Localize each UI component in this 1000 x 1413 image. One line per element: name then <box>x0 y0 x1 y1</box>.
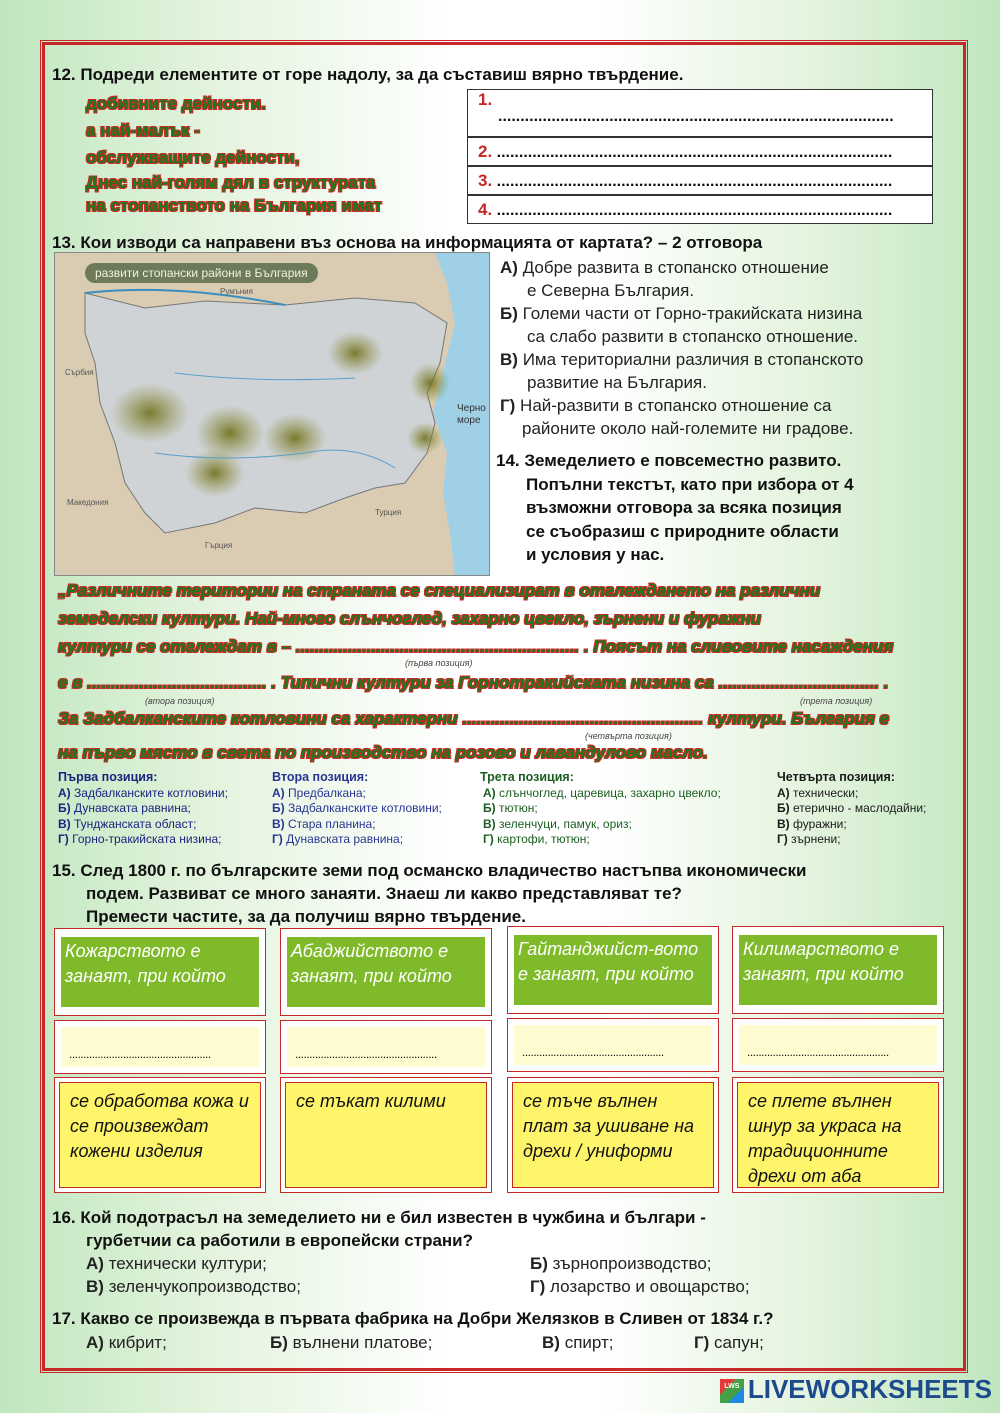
q13-answer-d[interactable]: Г) Най-развити в стопанско отношение са <box>500 396 832 415</box>
map-label-turkey: Турция <box>375 508 402 517</box>
q14-col1-opt[interactable]: Г) Горно-тракийската низина; <box>58 832 222 846</box>
craft-card-2: Абаджийството е занаят, при който <box>280 928 492 1016</box>
q14-text: „Различните територии на страната се специализират в отглеждането на различни земеделски култури. Най-много слънчоглед, захарно цвекло, зърнени и фуражни култури се отглеждат в – ............................................................ . Поясът на сливовите насаждения е в ...................................... . Типични култури за Горнотракийската низина са .................................. . За Задбалканските котловини са характерни ................................................... култури. България е на първо място в света по производство на розово и лавандулово масло. <box>58 577 938 773</box>
q14-options-col1: Първа позиция: А) Задбалканските котловини; Б) Дунавската равнина; В) Тунджанската област; Г) Горно-тракийската низина; <box>58 770 268 848</box>
sub-label-3: (трета позиция) <box>800 696 873 706</box>
q14-col3-opt[interactable]: Г) картофи, тютюн; <box>483 832 590 846</box>
map-label-macedonia: Македония <box>67 498 109 507</box>
q17-title: 17. Какво се произвежда в първата фабрика на Добри Желязков в Сливен от 1834 г.? <box>52 1309 774 1328</box>
q14-col1-opt[interactable]: А) Задбалканските котловини; <box>58 785 228 800</box>
q13-answer-a-line2: е Северна България. <box>527 281 695 300</box>
craft-card-1: Кожарството е занаят, при който <box>54 928 266 1016</box>
craft-card-4: Килимарството е занаят, при който <box>732 926 944 1014</box>
lws-badge-icon: LWS <box>720 1379 744 1403</box>
q13-title: 13. Кои изводи са направени въз основа на информацията от картата? – 2 отговора <box>52 233 763 252</box>
craft-card-3: Гайтанджийст-вото е занаят, при който <box>507 926 719 1014</box>
q14-title: 14. Земеделието е повсеместно развито. Попълни текстът, като при избора от 4 възможни отговора за всяка позиция се съобразиш с природните области и условия у нас. <box>496 451 854 564</box>
q14-options-col3: Трета позиция: А) слънчоглед, царевица, захарно цвекло; Б) тютюн; В) зеленчуци, памук, ориз; Г) картофи, тютюн; <box>480 770 770 848</box>
q16-option-c[interactable]: В) зеленчукопроизводство; <box>86 1277 301 1296</box>
map-title: развити стопански райони в България <box>85 263 318 283</box>
q15-title: 15. След 1800 г. по българските земи под османско владичество настъпва икономически подем. Развиват се много занаяти. Знаеш ли какво представляват те? Премести частите, за да получиш вярно твърдение. <box>52 861 807 926</box>
liveworksheets-logo: LWS LIVEWORKSHEETS <box>720 1374 992 1405</box>
map-label-greece: Гърция <box>205 541 233 550</box>
q14-col4-opt[interactable]: В) фуражни; <box>777 816 847 831</box>
definition-card-2[interactable]: се тъкат килими <box>280 1077 492 1193</box>
definition-card-1[interactable]: се обработва кожа и се произвеждат кожени изделия <box>54 1077 266 1193</box>
q13-answer-a[interactable]: А) Добре развита в стопанско отношение <box>500 258 829 277</box>
q14-col1-opt[interactable]: В) Тунджанската област; <box>58 816 197 831</box>
q16-option-a[interactable]: А) технически култури; <box>86 1254 267 1273</box>
bulgaria-map <box>54 252 490 576</box>
q17-option-a[interactable]: А) кибрит; <box>86 1333 167 1352</box>
q12-slot-1[interactable]: 1. ......................................................................................... <box>467 89 933 137</box>
map-label-sea: Черно море <box>457 403 486 426</box>
q14-blank-2-3[interactable]: е в ...................................... . Типични култури за Горнотракийската низина са .................................. . <box>58 673 889 692</box>
q12-slot-4[interactable]: 4. ......................................................................................... <box>467 195 933 224</box>
q14-col2-opt[interactable]: А) Предбалкана; <box>272 785 366 800</box>
q14-blank-1[interactable]: култури се отглеждат в – ............................................................ . Поясът на сливовите насаждения <box>58 637 894 656</box>
q14-options-col2: Втора позиция: А) Предбалкана; Б) Задбалканските котловини; В) Стара планина; Г) Дунавската равнина; <box>272 770 477 848</box>
q17-option-b[interactable]: Б) вълнени платове; <box>270 1333 433 1352</box>
q17-option-d[interactable]: Г) сапун; <box>694 1333 764 1352</box>
drop-zone-3[interactable]: .................................................. <box>507 1018 719 1072</box>
q14-col4-opt[interactable]: Б) етерично - маслодайни; <box>777 801 927 815</box>
q14-col4-opt[interactable]: Г) зърнени; <box>777 832 841 846</box>
q12-slot-3[interactable]: 3. ......................................................................................... <box>467 166 933 195</box>
q14-col2-opt[interactable]: Б) Задбалканските котловини; <box>272 801 442 815</box>
q14-col1-opt[interactable]: Б) Дунавската равнина; <box>58 801 191 815</box>
q14-col2-opt[interactable]: В) Стара планина; <box>272 816 376 831</box>
definition-card-3[interactable]: се тъче вълнен плат за ушиване на дрехи / униформи <box>507 1077 719 1193</box>
drop-zone-1[interactable]: .................................................. <box>54 1020 266 1074</box>
q14-col3-opt[interactable]: А) слънчоглед, царевица, захарно цвекло; <box>483 785 721 800</box>
q12-item[interactable]: а най-малък - <box>86 121 200 140</box>
drop-zone-4[interactable]: .................................................. <box>732 1018 944 1072</box>
q14-col3-opt[interactable]: Б) тютюн; <box>483 801 538 815</box>
q14-blank-4[interactable]: За Задбалканските котловини са характерни ................................................... култури. България е <box>58 709 890 728</box>
definition-card-4[interactable]: се плете вълнен шнур за украса на традиционните дрехи от аба <box>732 1077 944 1193</box>
q16-option-d[interactable]: Г) лозарство и овощарство; <box>530 1277 750 1296</box>
q13-answer-d-line2: районите около най-големите ни градове. <box>522 419 854 438</box>
q12-items <box>86 90 382 217</box>
q16-option-b[interactable]: Б) зърнопроизводство; <box>530 1254 712 1273</box>
q13-answer-b-line2: са слабо развити в стопанско отношение. <box>527 327 859 346</box>
map-graphic <box>55 253 490 576</box>
q16-title: 16. Кой подотрасъл на земеделието ни е бил известен в чужбина и българи - гурбетчии са работили в европейски страни? <box>52 1208 706 1250</box>
q12-item[interactable]: Днес най-голям дял в структурата <box>86 173 376 192</box>
q12-title: 12. Подреди елементите от горе надолу, за да съставиш вярно твърдение. <box>52 65 684 84</box>
q17-option-c[interactable]: В) спирт; <box>542 1333 614 1352</box>
q14-col2-opt[interactable]: Г) Дунавската равнина; <box>272 832 404 846</box>
sub-label-2: (втора позиция) <box>145 696 215 706</box>
map-label-romania: Румъния <box>220 287 253 296</box>
q14-col4-opt[interactable]: А) технически; <box>777 785 859 800</box>
q12-slot-2[interactable]: 2. ......................................................................................... <box>467 137 933 166</box>
q12-item[interactable]: добивните дейности. <box>86 94 266 113</box>
q13-answers <box>500 256 863 440</box>
q12-item[interactable]: обслужващите дейности, <box>86 148 300 167</box>
q14-col3-opt[interactable]: В) зеленчуци, памук, ориз; <box>483 816 632 831</box>
sub-label-1: (първа позиция) <box>405 658 473 668</box>
q13-answer-c-line2: развитие на България. <box>527 373 707 392</box>
q13-answer-c[interactable]: В) Има териториални различия в стопанското <box>500 350 864 369</box>
drop-zone-2[interactable]: .................................................. <box>280 1020 492 1074</box>
map-label-serbia: Сърбия <box>65 368 94 377</box>
q13-answer-b[interactable]: Б) Големи части от Горно-тракийската низина <box>500 304 863 323</box>
sub-label-4: (четвърта позиция) <box>585 731 672 741</box>
q12-item[interactable]: на стопанството на България имат <box>86 196 383 215</box>
q14-options-col4: Четвърта позиция: А) технически; Б) етерично - маслодайни; В) фуражни; Г) зърнени; <box>777 770 957 848</box>
